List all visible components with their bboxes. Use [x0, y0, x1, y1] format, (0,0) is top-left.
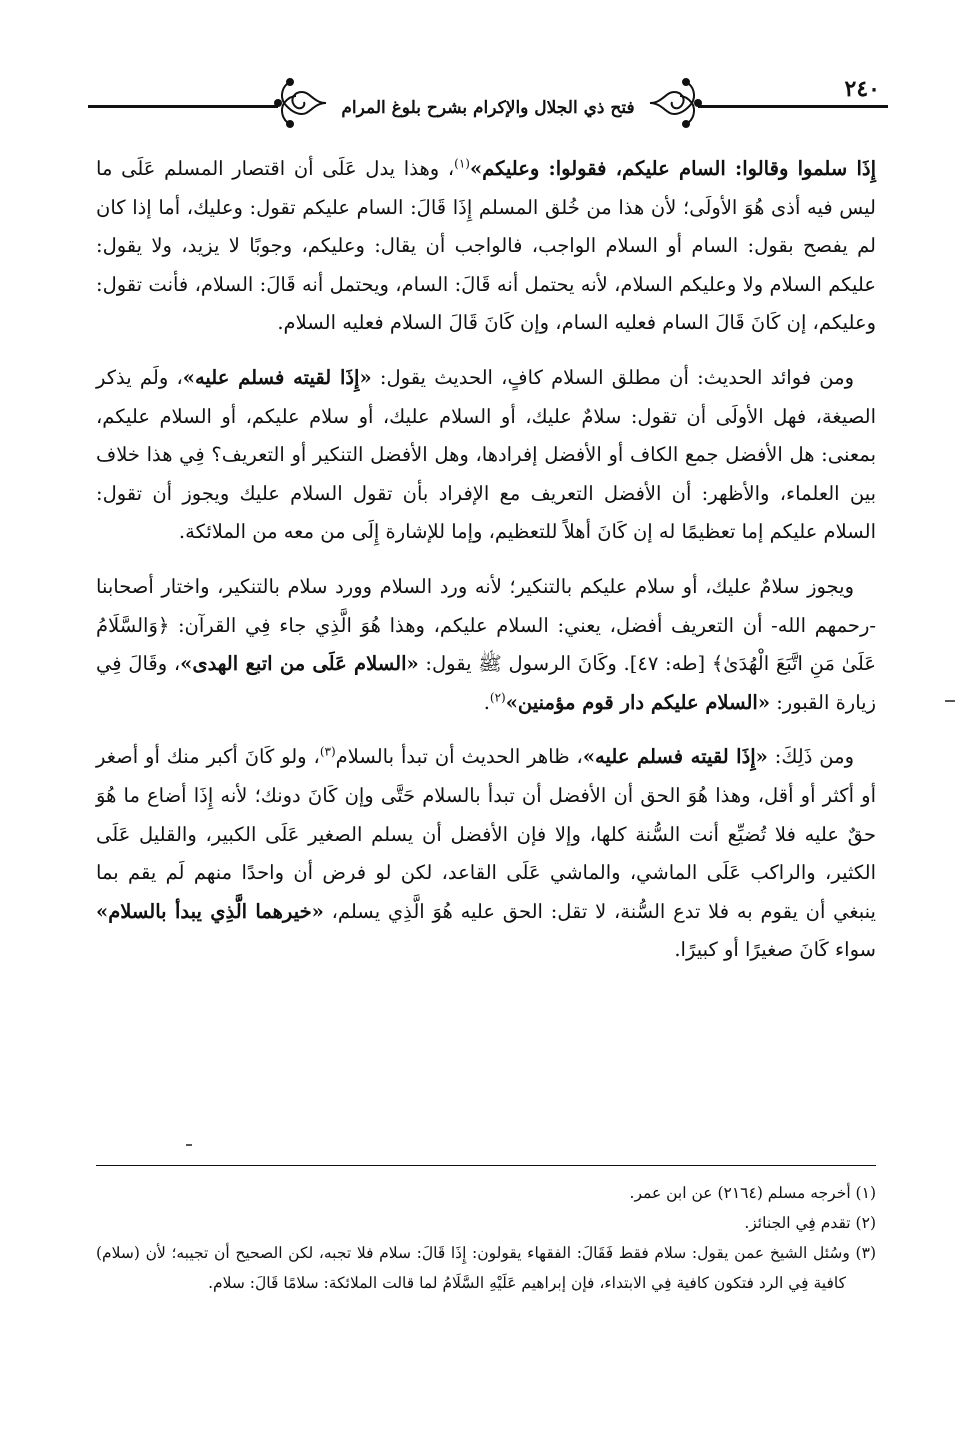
paragraph-3 [96, 568, 876, 722]
text-run: ، وقَالَ فِي زيارة القبور: [96, 652, 876, 714]
text-run: ، ظاهر الحديث أن تبدأ بالسلام [335, 745, 583, 769]
ornament-right-icon [644, 72, 702, 134]
footnote-reference: (٣) [319, 744, 336, 759]
text-run: سواء كَانَ صغيرًا أو كبيرًا. [674, 938, 876, 962]
scan-mark [945, 700, 955, 702]
main-text [96, 150, 876, 970]
hadith-quote: «السلام عَلَى من اتبع الهدى» [180, 652, 419, 676]
text-run: ، ولَم يذكر الصيغة، فهل الأولَى أن تقول: سلامٌ عليك، أو السلام عليك، أو سلام عليكم، أو السلام عليكم، بمعنى: هل الأفضل جمع الكاف أو الأفضل إفرادها، وهل الأفضل التنكير أو التعريف؟ فِي هذا خلاف بين العلماء، والأظهر: أن الأفضل التعريف مع الإفراد بأن تقول السلام عليك ويجوز أن تقول: السلام عليكم إما تعظيمًا له إن كَانَ أهلاً للتعظيم، وإما للإشارة إِلَى من معه من الملائكة. [96, 365, 876, 544]
footnote-1: (١) أخرجه مسلم (٢١٦٤) عن ابن عمر. [629, 1184, 876, 1202]
paragraph-1 [96, 150, 876, 343]
paragraph-4 [96, 738, 876, 970]
text-run: ومن فوائد الحديث: أن مطلق السلام كافٍ، الحديث يقول: [371, 365, 855, 389]
text-run: ، ولو كَانَ أكبر منك أو أصغر أو أكثر أو أقل، وهذا هُوَ الحق أن الأفضل أن تبدأ بالسلام حَتَّى وإن كَانَ دونك؛ لأنه إِذَا أضاع ما هُوَ حقٌ عليه فلا تُضيِّع أنت السُّنة كلها، وإلا فإن الأفضل أن يسلم الصغير عَلَى الكبير، والقليل عَلَى الكثير، والراكب عَلَى الماشي، والماشي عَلَى القاعد، لكن لو فرض أن واحدًا منهم لَم يقم بما ينبغي أن يقوم به فلا تدع السُّنة، لا تقل: الحق عليه هُوَ الَّذِي يسلم، [96, 745, 876, 923]
ornament-left-icon [274, 72, 332, 134]
text-run: . [483, 690, 490, 714]
text-run: ويجوز سلامٌ عليك، أو سلام عليكم بالتنكير؛ لأنه ورد السلام وورد سلام بالتنكير، واختار أصحابنا -رحمهم الله- أن التعريف أفضل، يعني: السلام عليكم، وهذا هُوَ الَّذِي جاء فِي القرآن: ﴿وَالسَّلَامُ عَلَىٰ مَنِ اتَّبَعَ الْهُدَىٰ﴾ [طه: ٤٧]. وكَانَ الرسول ﷺ يقول: [96, 574, 876, 676]
hadith-quote: «السلام عليكم دار قوم مؤمنين» [505, 690, 771, 714]
text-run: ، وهذا يدل عَلَى أن اقتصار المسلم عَلَى ما ليس فيه أذى هُوَ الأولَى؛ لأن هذا من خُلق المسلم إِذَا قَالَ: السام عليكم تقول: وعليك، أما إذا كان لم يفصح بقول: السام أو السلام الواجب، فالواجب أن يقال: وعليكم، وجوبًا لا يزيد، ولا يقول: عليكم السلام ولا وعليكم السلام، لأنه يحتمل أنه قَالَ: السام، ويحتمل أنه قَالَ: السلام، فأنت تقول: وعليكم، إن كَانَ قَالَ السام فعليه السام، وإن كَانَ قَالَ السلام فعليه السلام. [96, 157, 876, 335]
scan-mark [186, 1144, 192, 1146]
footnote-reference: (١) [454, 156, 470, 171]
text-run: ومن ذَلِكَ: [767, 745, 855, 769]
page-header [88, 60, 888, 140]
hadith-quote: «إِذَا لقيته فسلم عليه» [582, 745, 768, 769]
footnotes [96, 1178, 876, 1298]
hadith-quote: «إِذَا لقيته فسلم عليه» [182, 365, 372, 389]
footnote-2: (٢) تقدم فِي الجنائز. [744, 1214, 876, 1232]
paragraph-2 [96, 359, 876, 552]
footnote-reference: (٢) [489, 690, 506, 705]
footnote-separator [96, 1165, 876, 1166]
running-title: فتح ذي الجلال والإكرام بشرح بلوغ المرام [341, 98, 635, 118]
footnote-3: (٣) وسُئل الشيخ عمن يقول: سلام فقط فَقَالَ: الفقهاء يقولون: إِذَا قَالَ: سلام فلا تجبه، لكن الصحيح أن تجيبه؛ لأن (سلام) كافية فِي الرد فتكون كافية فِي الابتداء، فإن إبراهيم عَلَيْهِ السَّلَامُ لما قالت الملائكة: سلامًا قَالَ: سلام. [96, 1244, 876, 1292]
hadith-quote: إِذَا سلموا وقالوا: السام عليكم، فقولوا: وعليكم» [469, 157, 876, 180]
hadith-quote: «خيرهما الَّذِي يبدأ بالسلام» [96, 899, 324, 923]
page-number: ٢٤٠ [844, 76, 880, 102]
